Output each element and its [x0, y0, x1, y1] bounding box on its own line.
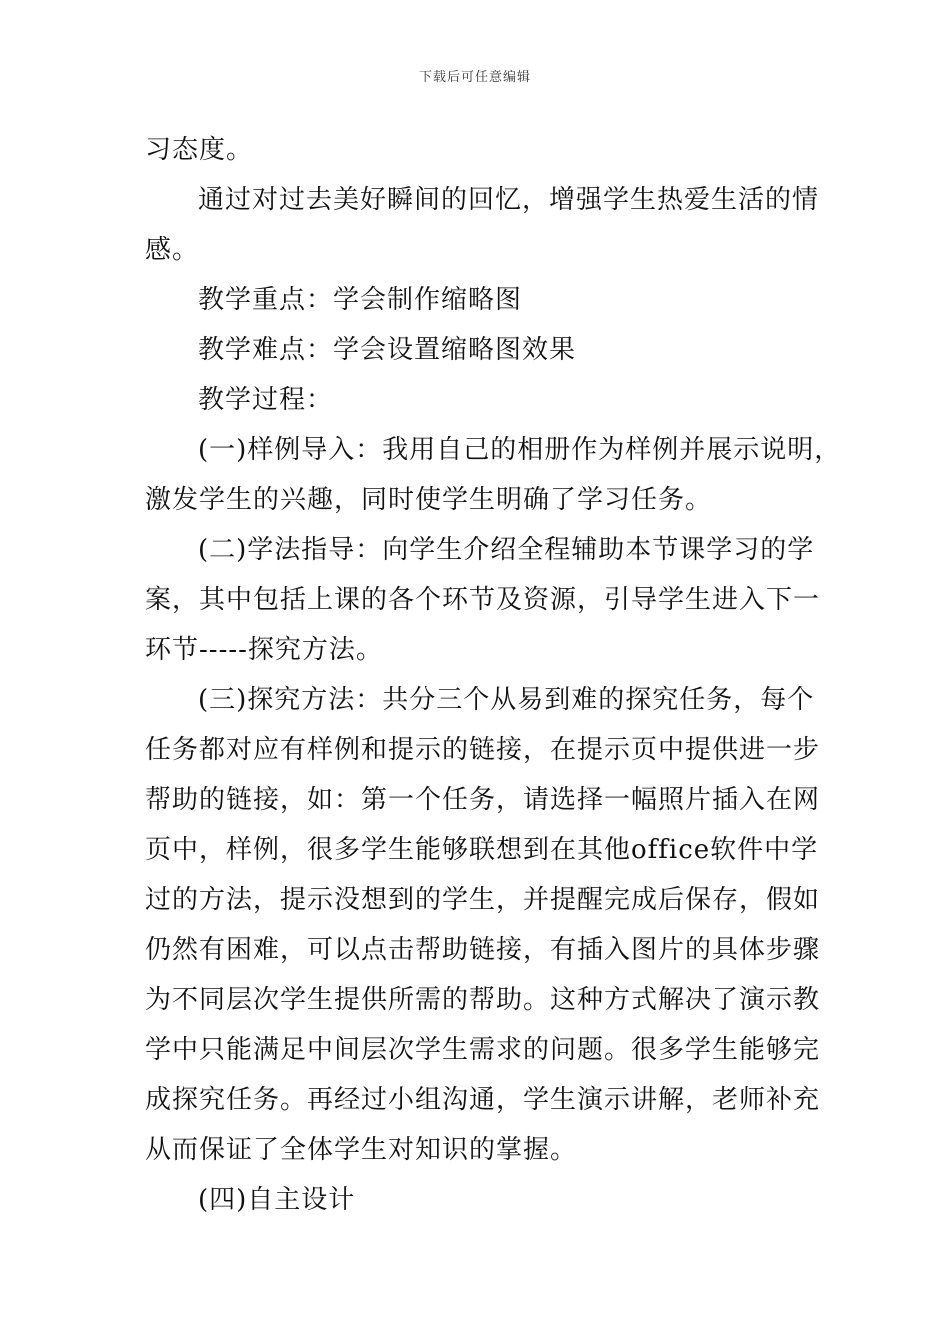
text-line: 感。 — [145, 235, 200, 265]
page-header-note: 下载后可任意编辑 — [418, 70, 531, 85]
text-line: 成探究任务。再经过小组沟通，学生演示讲解，老师补充 — [145, 1085, 821, 1115]
text-line: (三)探究方法：共分三个从易到难的探究任务，每个 — [198, 685, 815, 715]
text-line: 过的方法，提示没想到的学生，并提醒完成后保存，假如 — [145, 885, 821, 915]
text-line: 为不同层次学生提供所需的帮助。这种方式解决了演示教 — [145, 985, 821, 1015]
text-line: 教学过程： — [198, 385, 334, 415]
text-line: 任务都对应有样例和提示的链接，在提示页中提供进一步 — [145, 735, 821, 765]
text-line: 环节-----探究方法。 — [145, 635, 383, 665]
text-line: 通过对过去美好瞬间的回忆，增强学生热爱生活的情 — [198, 185, 820, 215]
text-line: 教学重点：学会制作缩略图 — [198, 285, 523, 315]
text-line: 习态度。 — [145, 135, 254, 165]
text-line: 激发学生的兴趣，同时使学生明确了学习任务。 — [145, 485, 713, 515]
text-line: 从而保证了全体学生对知识的掌握。 — [145, 1135, 578, 1165]
text-line: (四)自主设计 — [198, 1185, 356, 1215]
text-line: 学中只能满足中间层次学生需求的问题。很多学生能够完 — [145, 1035, 821, 1065]
text-line: 案，其中包括上课的各个环节及资源，引导学生进入下一 — [145, 585, 821, 615]
text-line: 仍然有困难，可以点击帮助链接，有插入图片的具体步骤 — [145, 935, 821, 965]
text-line: 页中，样例，很多学生能够联想到在其他office软件中学 — [145, 835, 819, 865]
text-line: 教学难点：学会设置缩略图效果 — [198, 335, 577, 365]
text-line: 帮助的链接，如：第一个任务，请选择一幅照片插入在网 — [145, 785, 821, 815]
text-line: (一)样例导入：我用自己的相册作为样例并展示说明， — [198, 435, 842, 465]
text-line: (二)学法指导：向学生介绍全程辅助本节课学习的学 — [198, 535, 815, 565]
